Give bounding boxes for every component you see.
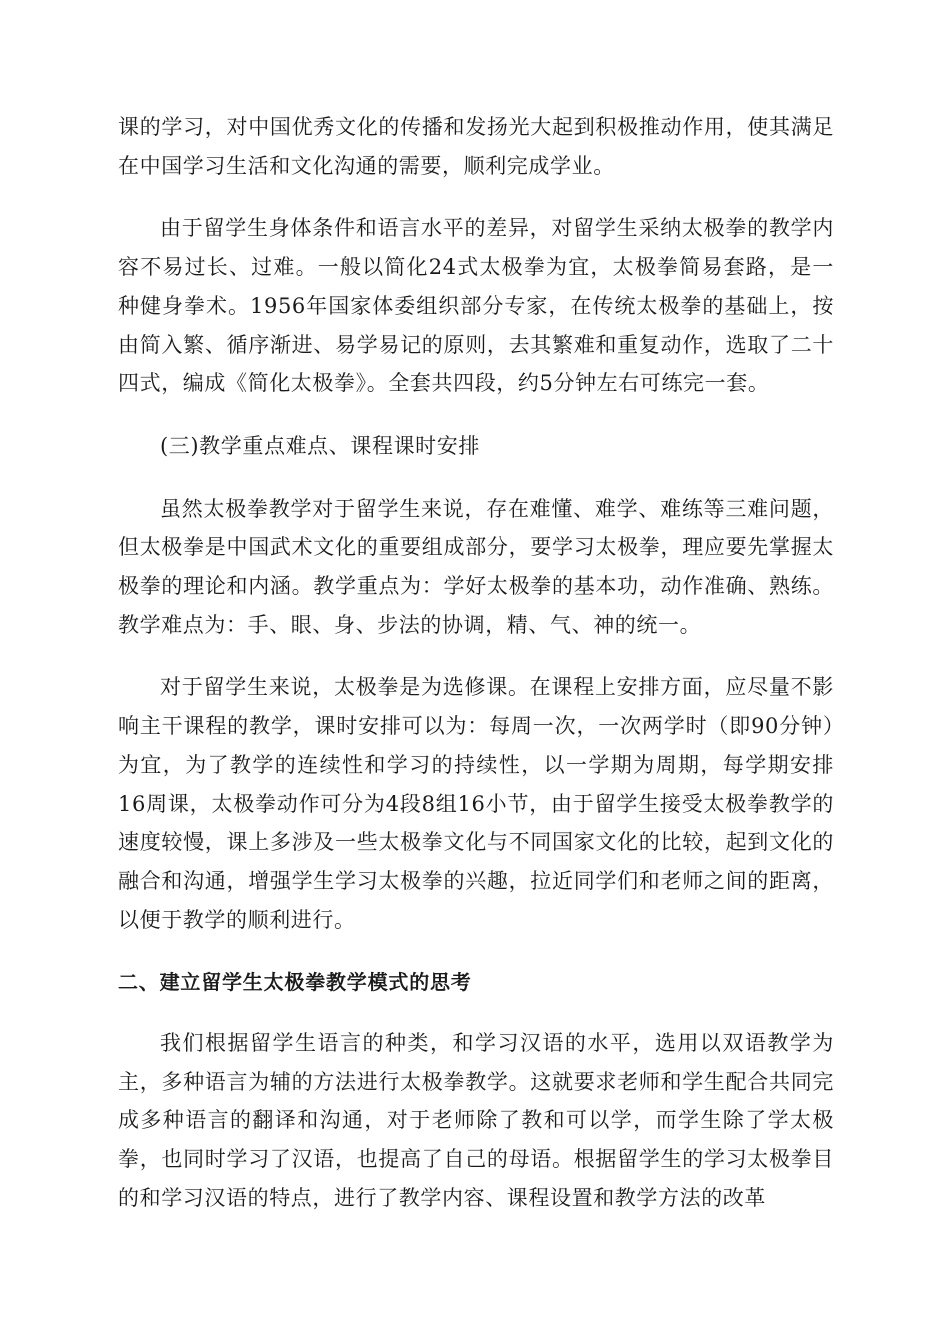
section-heading: 二、建立留学生太极拳教学模式的思考	[118, 970, 472, 995]
document-page	[118, 108, 834, 1242]
subsection-heading: (三)教学重点难点、课程课时安排	[160, 433, 480, 458]
paragraph-bilingual-teaching: 我们根据留学生语言的种类，和学习汉语的水平，选用以双语教学为主，多种语言为辅的方法进行太极拳教学。这就要求老师和学生配合共同完成多种语言的翻译和沟通，对于老师除了教和可以学，而学生除了学太极拳，也同时学习了汉语，也提高了自己的母语。根据留学生的学习太极拳目的和学习汉语的特点，进行了教学内容、课程设置和教学方法的改革	[118, 1031, 834, 1210]
paragraph-teaching-content: 由于留学生身体条件和语言水平的差异，对留学生采纳太极拳的教学内容不易过长、过难。一般以简化24式太极拳为宜，太极拳简易套路，是一种健身拳术。1956年国家体委组织部分专家，在传统太极拳的基础上，按由简入繁、循序渐进、易学易记的原则，去其繁难和重复动作，选取了二十四式，编成《简化太极拳》。全套共四段，约5分钟左右可练完一套。	[118, 216, 834, 396]
paragraph-continuation: 课的学习，对中国优秀文化的传播和发扬光大起到积极推动作用，使其满足在中国学习生活和文化沟通的需要，顺利完成学业。	[118, 115, 834, 178]
paragraph-schedule: 对于留学生来说，太极拳是为选修课。在课程上安排方面，应尽量不影响主干课程的教学，课时安排可以为：每周一次，一次两学时（即90分钟）为宜，为了教学的连续性和学习的持续性，以一学期为周期，每学期安排16周课，太极拳动作可分为4段8组16小节，由于留学生接受太极拳教学的速度较慢，课上多涉及一些太极拳文化与不同国家文化的比较，起到文化的融合和沟通，增强学生学习太极拳的兴趣，拉近同学们和老师之间的距离，以便于教学的顺利进行。	[118, 675, 834, 932]
paragraph-key-points: 虽然太极拳教学对于留学生来说，存在难懂、难学、难练等三难问题，但太极拳是中国武术文化的重要组成部分，要学习太极拳，理应要先掌握太极拳的理论和内涵。教学重点为：学好太极拳的基本功，动作准确、熟练。教学难点为：手、眼、身、步法的协调，精、气、神的统一。	[118, 496, 834, 637]
